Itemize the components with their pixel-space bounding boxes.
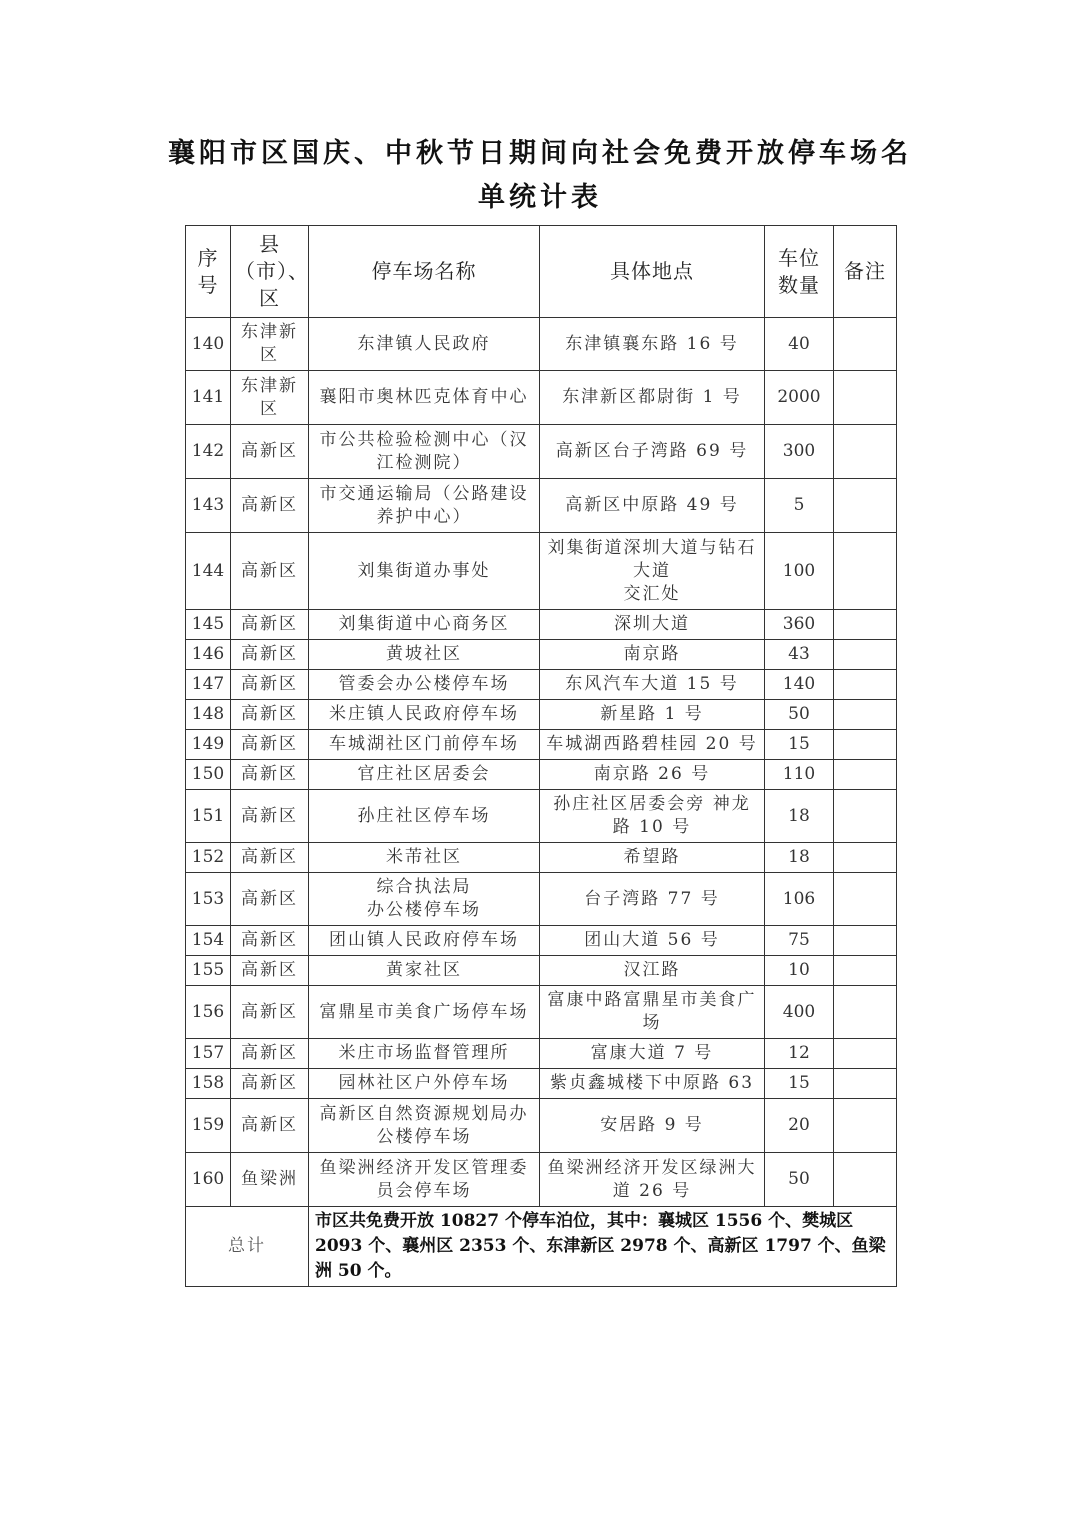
total-row: [186, 1207, 897, 1287]
row-seq: 142: [186, 425, 231, 479]
row-location: 高新区中原路 49 号: [540, 479, 765, 533]
row-remark: [834, 760, 897, 790]
row-spaces: 12: [765, 1039, 834, 1069]
table-row: [186, 640, 897, 670]
row-seq: 144: [186, 533, 231, 610]
row-seq: 140: [186, 318, 231, 371]
row-location: 东风汽车大道 15 号: [540, 670, 765, 700]
table-row: [186, 700, 897, 730]
row-district: 高新区: [231, 640, 309, 670]
row-location: 汉江路: [540, 956, 765, 986]
row-spaces: 18: [765, 790, 834, 843]
row-name: 黄坡社区: [309, 640, 540, 670]
row-seq: 153: [186, 873, 231, 926]
row-district: 东津新区: [231, 318, 309, 371]
row-seq: 146: [186, 640, 231, 670]
row-district: 高新区: [231, 700, 309, 730]
row-name: 富鼎星市美食广场停车场: [309, 986, 540, 1039]
table-row: [186, 1039, 897, 1069]
row-name: 市交通运输局（公路建设养护中心）: [309, 479, 540, 533]
row-name: 米芾社区: [309, 843, 540, 873]
row-district: 高新区: [231, 730, 309, 760]
total-label: 总计: [186, 1207, 309, 1287]
row-district: 东津新区: [231, 371, 309, 425]
row-remark: [834, 986, 897, 1039]
row-district: 高新区: [231, 1039, 309, 1069]
table-row: [186, 956, 897, 986]
table-body: [186, 318, 897, 1207]
row-name: 高新区自然资源规划局办公楼停车场: [309, 1099, 540, 1153]
row-spaces: 400: [765, 986, 834, 1039]
row-seq: 151: [186, 790, 231, 843]
row-district: 鱼梁洲: [231, 1153, 309, 1207]
row-remark: [834, 926, 897, 956]
row-name: 鱼梁洲经济开发区管理委员会停车场: [309, 1153, 540, 1207]
row-location: 安居路 9 号: [540, 1099, 765, 1153]
table-row: [186, 670, 897, 700]
table-row: [186, 873, 897, 926]
row-name: 米庄市场监督管理所: [309, 1039, 540, 1069]
row-remark: [834, 1039, 897, 1069]
table-row: [186, 926, 897, 956]
table-row: [186, 843, 897, 873]
row-location: 东津新区都尉街 1 号: [540, 371, 765, 425]
row-remark: [834, 1099, 897, 1153]
row-spaces: 50: [765, 1153, 834, 1207]
row-location: 富康中路富鼎星市美食广场: [540, 986, 765, 1039]
row-remark: [834, 1153, 897, 1207]
row-spaces: 5: [765, 479, 834, 533]
header-remark: 备注: [834, 226, 897, 318]
total-text: 市区共免费开放 10827 个停车泊位，其中：襄城区 1556 个、樊城区 2093 个、襄州区 2353 个、东津新区 2978 个、高新区 1797 个、鱼梁洲 50 个。: [309, 1207, 897, 1287]
row-spaces: 110: [765, 760, 834, 790]
row-spaces: 140: [765, 670, 834, 700]
row-district: 高新区: [231, 790, 309, 843]
table-row: [186, 986, 897, 1039]
table-row: [186, 1099, 897, 1153]
row-spaces: 100: [765, 533, 834, 610]
row-remark: [834, 956, 897, 986]
table-row: [186, 790, 897, 843]
row-name: 米庄镇人民政府停车场: [309, 700, 540, 730]
row-seq: 148: [186, 700, 231, 730]
table-row: [186, 730, 897, 760]
row-name: 车城湖社区门前停车场: [309, 730, 540, 760]
row-name: 园林社区户外停车场: [309, 1069, 540, 1099]
row-district: 高新区: [231, 873, 309, 926]
row-district: 高新区: [231, 760, 309, 790]
row-name: 襄阳市奥林匹克体育中心: [309, 371, 540, 425]
row-location: 车城湖西路碧桂园 20 号: [540, 730, 765, 760]
header-location: 具体地点: [540, 226, 765, 318]
table-row: [186, 610, 897, 640]
row-district: 高新区: [231, 425, 309, 479]
row-spaces: 50: [765, 700, 834, 730]
row-spaces: 40: [765, 318, 834, 371]
table-row: [186, 533, 897, 610]
row-location: 台子湾路 77 号: [540, 873, 765, 926]
table-row: [186, 425, 897, 479]
table-row: [186, 760, 897, 790]
row-remark: [834, 318, 897, 371]
row-district: 高新区: [231, 986, 309, 1039]
row-remark: [834, 479, 897, 533]
row-location: 鱼梁洲经济开发区绿洲大道 26 号: [540, 1153, 765, 1207]
row-location: 孙庄社区居委会旁 神龙路 10 号: [540, 790, 765, 843]
row-name: 团山镇人民政府停车场: [309, 926, 540, 956]
row-seq: 152: [186, 843, 231, 873]
row-name: 市公共检验检测中心（汉江检测院）: [309, 425, 540, 479]
row-name: 管委会办公楼停车场: [309, 670, 540, 700]
row-remark: [834, 1069, 897, 1099]
header-seq: 序号: [186, 226, 231, 318]
row-location: 富康大道 7 号: [540, 1039, 765, 1069]
parking-table: [185, 225, 897, 1287]
row-name: 官庄社区居委会: [309, 760, 540, 790]
row-remark: [834, 610, 897, 640]
row-district: 高新区: [231, 1069, 309, 1099]
header-name: 停车场名称: [309, 226, 540, 318]
row-name: 黄家社区: [309, 956, 540, 986]
row-district: 高新区: [231, 610, 309, 640]
row-seq: 149: [186, 730, 231, 760]
row-district: 高新区: [231, 926, 309, 956]
row-remark: [834, 843, 897, 873]
page-title-line2: 单统计表: [478, 182, 602, 213]
table-row: [186, 318, 897, 371]
row-seq: 145: [186, 610, 231, 640]
row-district: 高新区: [231, 670, 309, 700]
row-spaces: 15: [765, 1069, 834, 1099]
row-location: 深圳大道: [540, 610, 765, 640]
table-row: [186, 1153, 897, 1207]
row-seq: 155: [186, 956, 231, 986]
header-spaces: 车位数量: [765, 226, 834, 318]
row-remark: [834, 640, 897, 670]
row-location: 紫贞鑫城楼下中原路 63: [540, 1069, 765, 1099]
row-spaces: 75: [765, 926, 834, 956]
row-seq: 158: [186, 1069, 231, 1099]
row-name: 刘集街道中心商务区: [309, 610, 540, 640]
row-seq: 157: [186, 1039, 231, 1069]
row-remark: [834, 371, 897, 425]
table-row: [186, 479, 897, 533]
row-location: 高新区台子湾路 69 号: [540, 425, 765, 479]
row-district: 高新区: [231, 479, 309, 533]
row-spaces: 43: [765, 640, 834, 670]
header-row: [186, 226, 897, 318]
row-district: 高新区: [231, 1099, 309, 1153]
row-spaces: 2000: [765, 371, 834, 425]
row-spaces: 300: [765, 425, 834, 479]
row-spaces: 10: [765, 956, 834, 986]
row-spaces: 15: [765, 730, 834, 760]
row-location: 新星路 1 号: [540, 700, 765, 730]
row-spaces: 18: [765, 843, 834, 873]
row-remark: [834, 873, 897, 926]
header-district: 县（市）、区: [231, 226, 309, 318]
row-district: 高新区: [231, 843, 309, 873]
row-spaces: 360: [765, 610, 834, 640]
row-location: 南京路 26 号: [540, 760, 765, 790]
row-seq: 143: [186, 479, 231, 533]
row-district: 高新区: [231, 533, 309, 610]
row-remark: [834, 730, 897, 760]
row-location: 团山大道 56 号: [540, 926, 765, 956]
row-seq: 154: [186, 926, 231, 956]
row-spaces: 106: [765, 873, 834, 926]
row-remark: [834, 425, 897, 479]
row-location: 刘集街道深圳大道与钻石大道 交汇处: [540, 533, 765, 610]
row-seq: 147: [186, 670, 231, 700]
row-seq: 156: [186, 986, 231, 1039]
row-name: 孙庄社区停车场: [309, 790, 540, 843]
row-spaces: 20: [765, 1099, 834, 1153]
row-name: 综合执法局 办公楼停车场: [309, 873, 540, 926]
row-remark: [834, 670, 897, 700]
row-seq: 159: [186, 1099, 231, 1153]
row-remark: [834, 790, 897, 843]
row-remark: [834, 533, 897, 610]
row-seq: 150: [186, 760, 231, 790]
row-location: 南京路: [540, 640, 765, 670]
row-seq: 160: [186, 1153, 231, 1207]
row-location: 希望路: [540, 843, 765, 873]
row-location: 东津镇襄东路 16 号: [540, 318, 765, 371]
table-row: [186, 1069, 897, 1099]
row-seq: 141: [186, 371, 231, 425]
row-remark: [834, 700, 897, 730]
row-district: 高新区: [231, 956, 309, 986]
row-name: 东津镇人民政府: [309, 318, 540, 371]
page-title: 襄阳市区国庆、中秋节日期间向社会免费开放停车场名: [168, 138, 912, 169]
row-name: 刘集街道办事处: [309, 533, 540, 610]
table-row: [186, 371, 897, 425]
